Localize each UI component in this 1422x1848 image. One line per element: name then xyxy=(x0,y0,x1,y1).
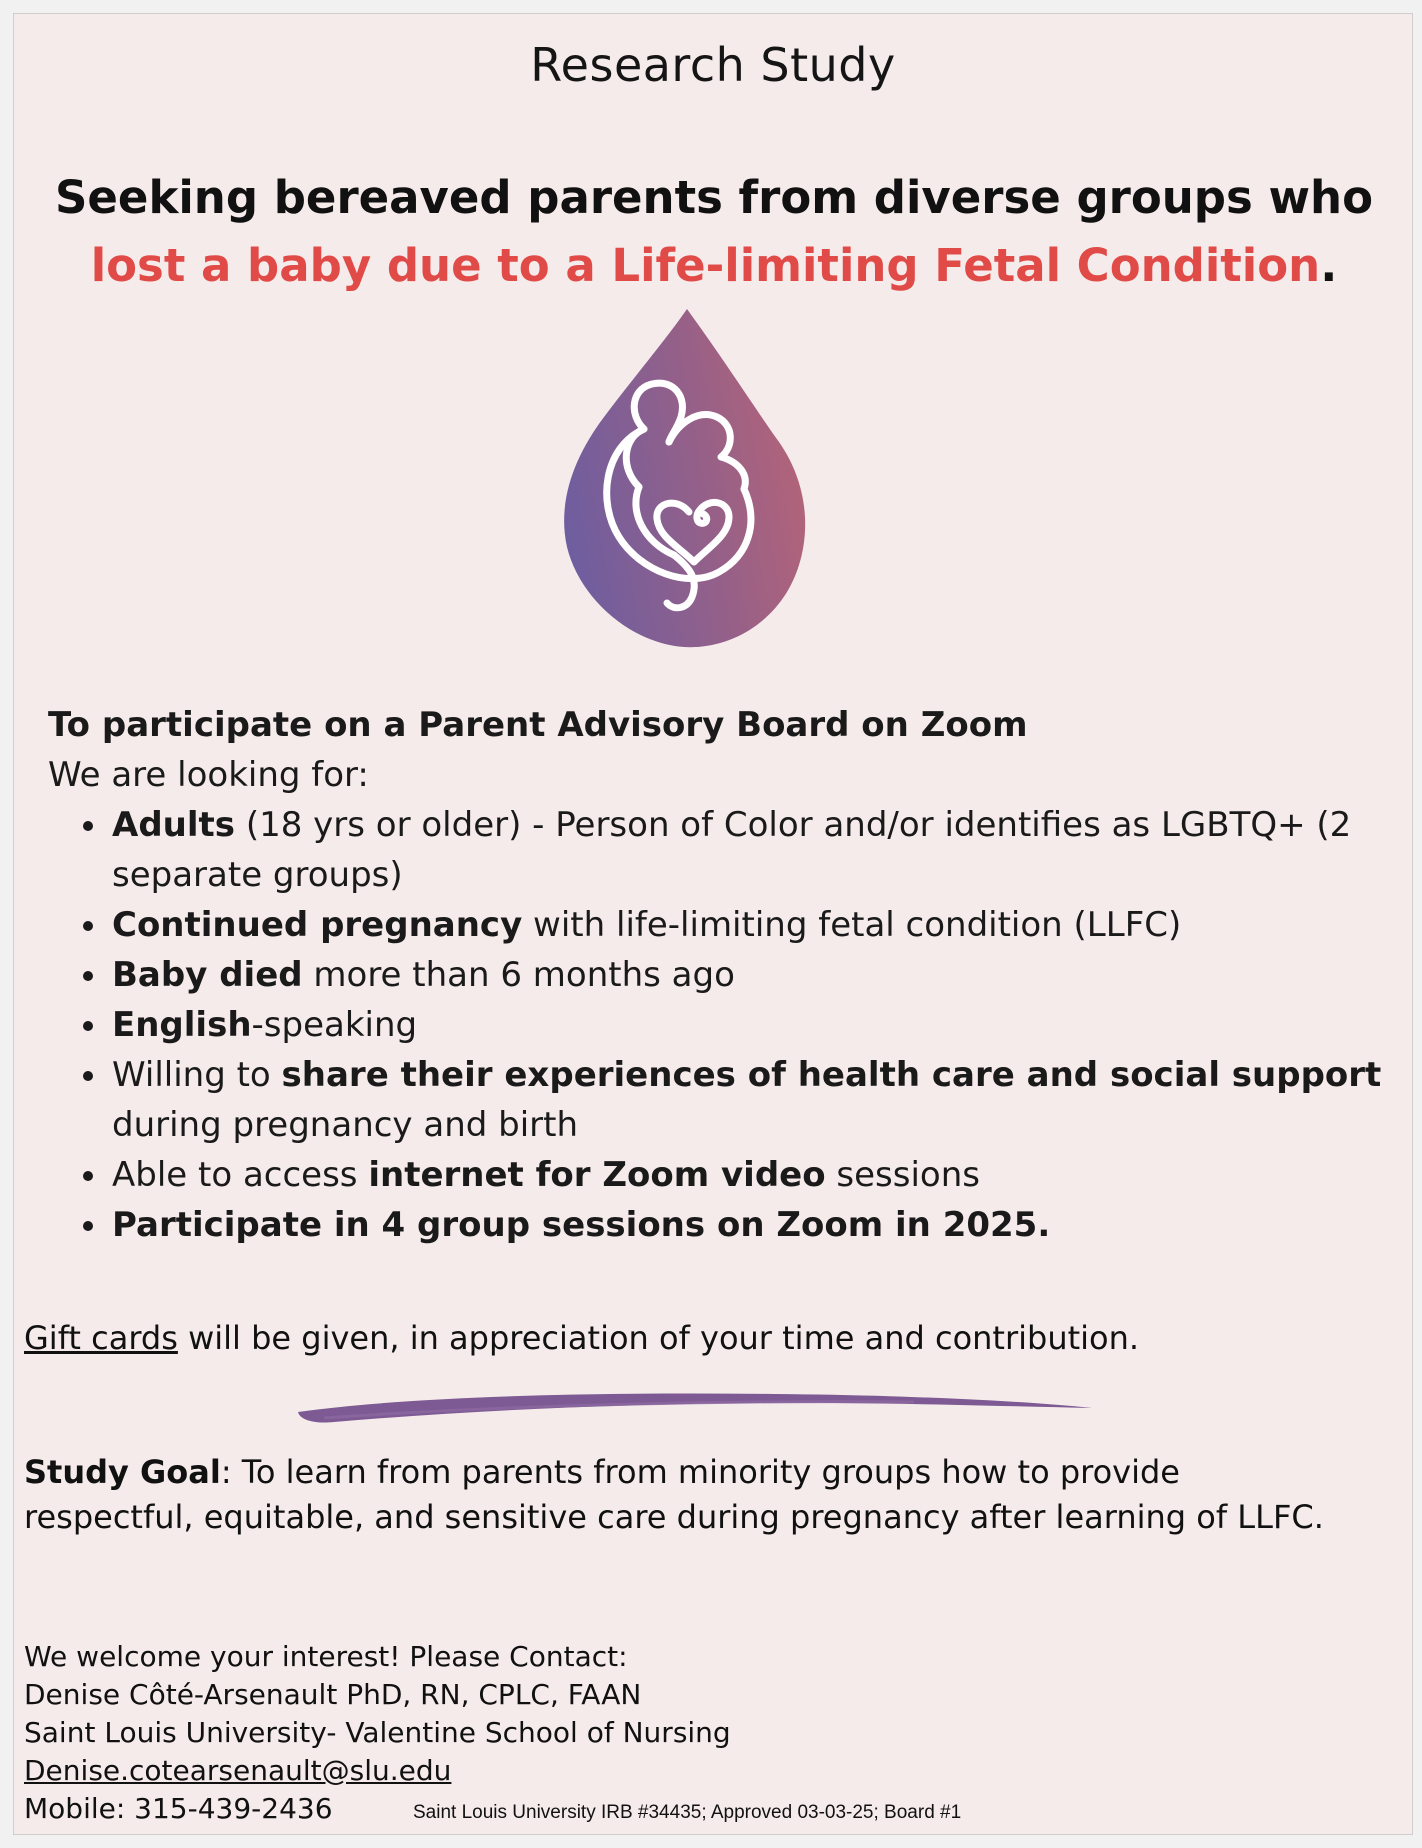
list-item xyxy=(110,800,1388,900)
item-bold: Participate in 4 group sessions on Zoom in 2025. xyxy=(112,1205,1051,1245)
participation-heading: To participate on a Parent Advisory Board on Zoom xyxy=(48,705,1028,745)
contact-email-link[interactable]: Denise.cotearsenault@slu.edu xyxy=(24,1754,452,1787)
participation-section xyxy=(48,700,1388,1250)
criteria-list xyxy=(48,800,1388,1250)
list-item xyxy=(110,1000,1388,1050)
item-bold: internet for Zoom video xyxy=(368,1155,826,1195)
contact-mobile: Mobile: 315-439-2436 xyxy=(24,1792,333,1825)
list-item xyxy=(110,1200,1388,1250)
contact-name: Denise Côté-Arsenault PhD, RN, CPLC, FAAN xyxy=(24,1678,642,1711)
item-text: sessions xyxy=(825,1155,980,1195)
item-pre: Willing to xyxy=(112,1055,282,1095)
irb-approval-note: Saint Louis University IRB #34435; Approved 03-03-25; Board #1 xyxy=(413,1802,962,1823)
list-item xyxy=(110,1050,1388,1150)
headline xyxy=(34,164,1394,300)
study-goal-text: : To learn from parents from minority groups how to provide respectful, equitable, and sensitive care during pregnancy after learning of LLFC. xyxy=(24,1453,1324,1536)
item-bold: Adults xyxy=(112,805,236,845)
parents-heart-drop-icon xyxy=(549,297,839,655)
study-goal xyxy=(24,1450,1354,1540)
item-bold: Continued pregnancy xyxy=(112,905,523,945)
item-bold: Baby died xyxy=(112,955,303,995)
item-bold: English xyxy=(112,1005,252,1045)
list-item xyxy=(110,900,1388,950)
gift-cards-note xyxy=(24,1316,1384,1360)
headline-text: Seeking bereaved parents from diverse groups who xyxy=(55,171,1373,224)
participation-intro: We are looking for: xyxy=(48,755,369,795)
item-text: during pregnancy and birth xyxy=(112,1105,579,1145)
item-text: more than 6 months ago xyxy=(302,955,735,995)
gift-cards-text: will be given, in appreciation of your time and contribution. xyxy=(177,1319,1140,1357)
gift-cards-label: Gift cards xyxy=(24,1319,178,1357)
item-bold: share their experiences of health care and social support xyxy=(281,1055,1382,1095)
item-text: -speaking xyxy=(251,1005,418,1045)
item-pre: Able to access xyxy=(112,1155,369,1195)
brush-stroke-divider xyxy=(294,1382,1094,1432)
contact-organization: Saint Louis University- Valentine School of Nursing xyxy=(24,1716,731,1749)
contact-intro: We welcome your interest! Please Contact: xyxy=(24,1640,628,1673)
list-item xyxy=(110,1150,1388,1200)
item-text: (18 yrs or older) - Person of Color and/or identifies as LGBTQ+ (2 separate groups) xyxy=(112,805,1352,895)
list-item xyxy=(110,950,1388,1000)
study-goal-label: Study Goal xyxy=(24,1453,221,1491)
headline-end: . xyxy=(1320,239,1338,292)
item-text: with life-limiting fetal condition (LLFC) xyxy=(522,905,1182,945)
contact-block xyxy=(24,1638,924,1828)
page-title: Research Study xyxy=(530,38,896,92)
headline-highlight: lost a baby due to a Life-limiting Fetal Condition xyxy=(90,239,1321,292)
flyer-page xyxy=(13,13,1413,1835)
